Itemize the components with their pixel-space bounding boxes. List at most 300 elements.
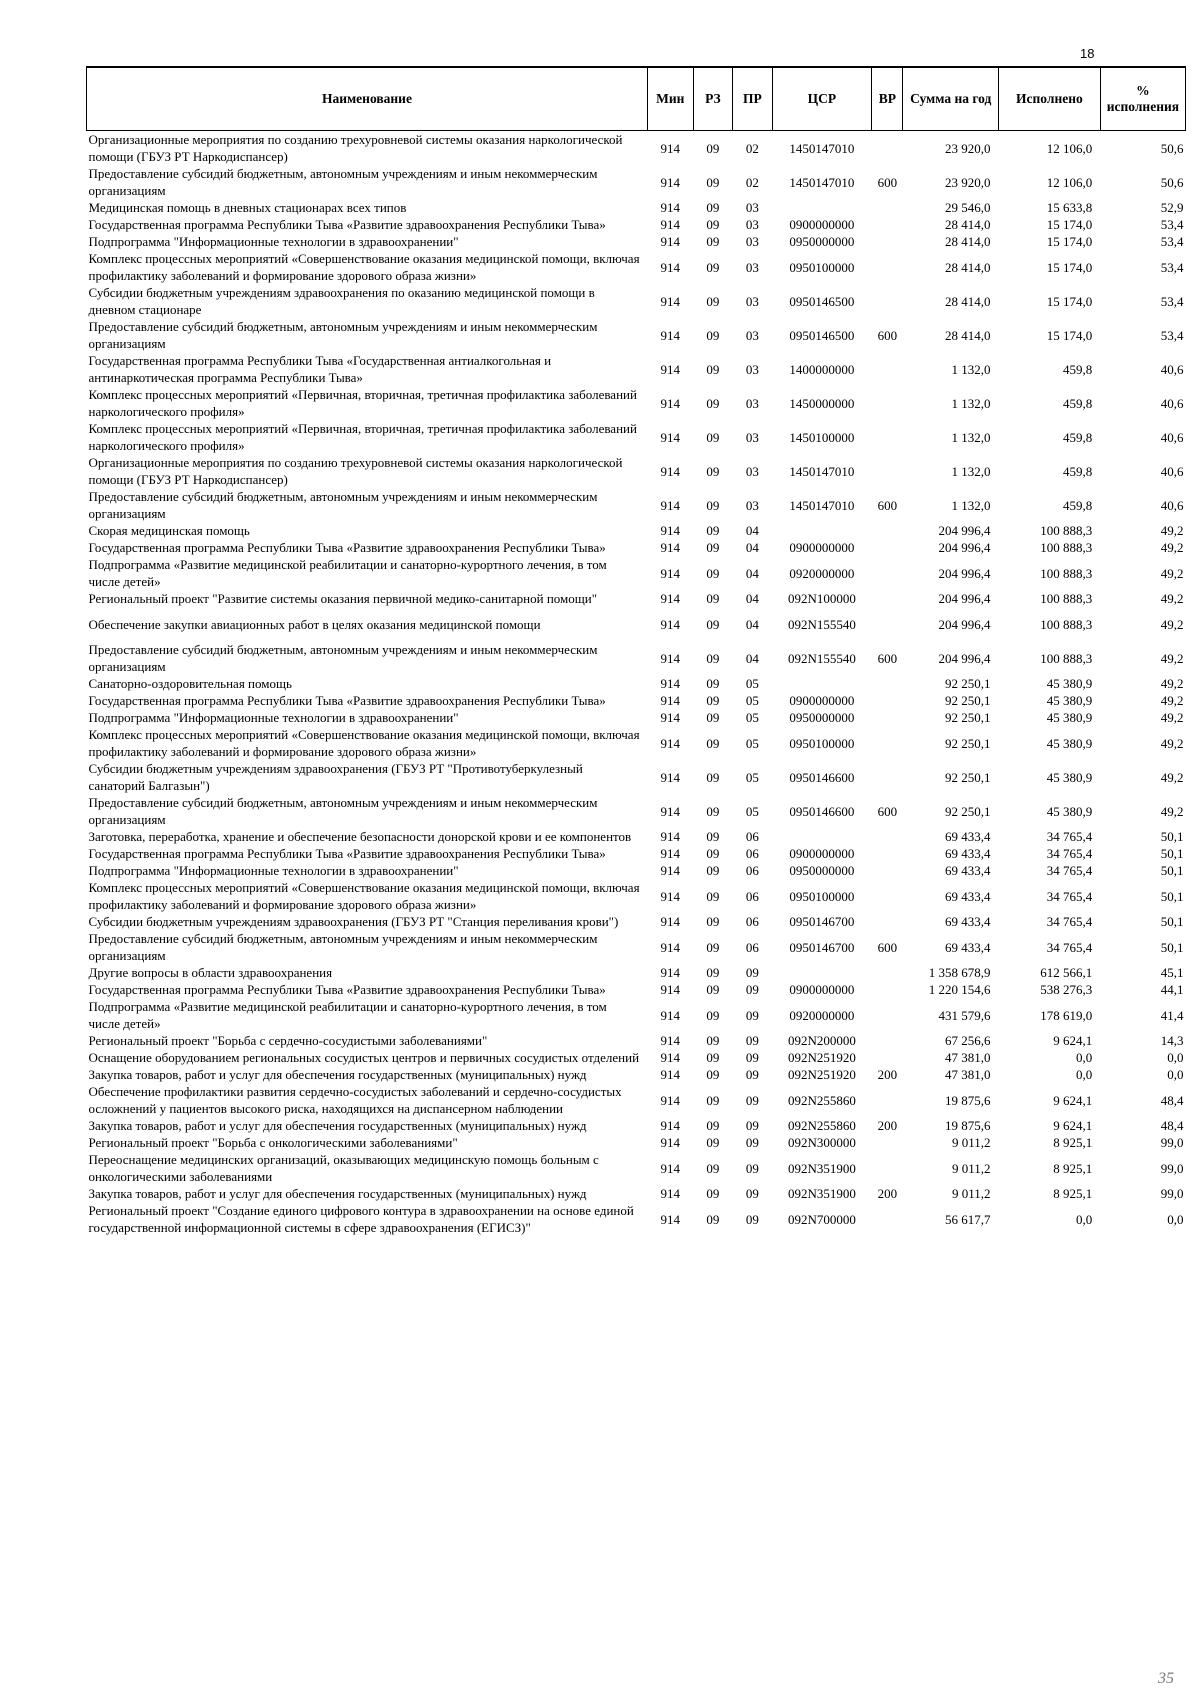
- cell-vr: [872, 692, 903, 709]
- header-min: Мин: [647, 67, 693, 131]
- cell-csr: 1450147010: [789, 140, 855, 156]
- cell-sum: 28 414,0: [945, 234, 991, 249]
- header-done: Исполнено: [999, 67, 1101, 131]
- cell-name: Комплекс процессных мероприятий «Совершенствование оказания медицинской помощи, включая профилактику заболеваний и формирование здорового образа жизни»: [88, 251, 640, 283]
- cell-rz: 09: [706, 200, 720, 215]
- budget-table: [86, 66, 1186, 1236]
- cell-done: 100 888,3: [1040, 650, 1093, 666]
- cell-vr: [872, 590, 903, 607]
- cell-name: Подпрограмма "Информационные технологии в здравоохранении": [88, 234, 459, 249]
- cell-csr: 092N100000: [787, 591, 856, 606]
- cell-pr: 09: [745, 1186, 759, 1201]
- cell-pr: 06: [745, 888, 759, 904]
- cell-rz: 09: [706, 463, 720, 479]
- table-row: [87, 760, 1186, 794]
- table-row: [87, 556, 1186, 590]
- cell-sum: 19 875,6: [945, 1118, 991, 1133]
- cell-done: 459,8: [1063, 429, 1093, 445]
- cell-csr: 092N351900: [787, 1160, 856, 1176]
- cell-name: Оснащение оборудованием региональных сосудистых центров и первичных сосудистых отделений: [88, 1050, 640, 1065]
- cell-min: 914: [660, 140, 681, 156]
- table-row: [87, 1049, 1186, 1066]
- cell-pct: 52,9: [1160, 200, 1184, 215]
- cell-rz: 09: [706, 1050, 720, 1065]
- cell-rz: 09: [706, 982, 720, 997]
- cell-done: 178 619,0: [1040, 1007, 1093, 1023]
- cell-rz: 09: [706, 1211, 720, 1227]
- cell-pr: 04: [745, 565, 759, 581]
- cell-csr: 092N251920: [787, 1050, 856, 1065]
- table-row: [87, 828, 1186, 845]
- cell-pct: 40,6: [1160, 429, 1184, 445]
- cell-csr: 1450147010: [789, 174, 855, 190]
- cell-pct: 49,2: [1160, 565, 1184, 581]
- cell-name: Государственная программа Республики Тыва «Развитие здравоохранения Республики Тыва»: [88, 540, 606, 555]
- cell-rz: 09: [706, 591, 720, 606]
- cell-done: 34 765,4: [1046, 846, 1093, 861]
- cell-done: 100 888,3: [1040, 565, 1093, 581]
- cell-name: Государственная программа Республики Тыва «Развитие здравоохранения Республики Тыва»: [88, 217, 606, 232]
- cell-sum: 23 920,0: [945, 140, 991, 156]
- cell-pct: 50,1: [1160, 829, 1184, 844]
- cell-pr: 03: [745, 395, 759, 411]
- header-name: Наименование: [87, 67, 648, 131]
- cell-sum: 204 996,4: [938, 565, 991, 581]
- cell-sum: 92 250,1: [945, 803, 991, 819]
- table-row: [87, 131, 1186, 166]
- cell-done: 8 925,1: [1053, 1186, 1093, 1201]
- cell-min: 914: [660, 616, 681, 632]
- cell-done: 15 174,0: [1046, 217, 1093, 232]
- cell-sum: 23 920,0: [945, 174, 991, 190]
- cell-min: 914: [660, 1050, 681, 1065]
- cell-csr: [772, 199, 872, 216]
- table-row: [87, 913, 1186, 930]
- cell-rz: 09: [706, 395, 720, 411]
- table-row: [87, 1185, 1186, 1202]
- cell-sum: 28 414,0: [945, 217, 991, 232]
- cell-csr: 1450000000: [789, 395, 855, 411]
- cell-pct: 40,6: [1160, 395, 1184, 411]
- table-row: [87, 641, 1186, 675]
- cell-vr: [872, 250, 903, 284]
- table-row: [87, 1066, 1186, 1083]
- cell-pr: 04: [745, 523, 759, 538]
- cell-pr: 06: [745, 914, 759, 929]
- cell-vr: [872, 913, 903, 930]
- cell-pct: 49,2: [1160, 676, 1184, 691]
- table-row: [87, 1151, 1186, 1185]
- cell-name: Государственная программа Республики Тыва «Развитие здравоохранения Республики Тыва»: [88, 693, 606, 708]
- cell-name: Заготовка, переработка, хранение и обеспечение безопасности донорской крови и ее компонентов: [88, 829, 632, 844]
- cell-pr: 09: [745, 1211, 759, 1227]
- cell-min: 914: [660, 497, 681, 513]
- cell-pct: 0,0: [1167, 1050, 1184, 1065]
- table-row: [87, 930, 1186, 964]
- table-row: [87, 590, 1186, 607]
- cell-done: 45 380,9: [1046, 735, 1093, 751]
- table-row: [87, 539, 1186, 556]
- cell-rz: 09: [706, 1135, 720, 1150]
- cell-csr: 0900000000: [789, 693, 855, 708]
- cell-pr: 05: [745, 710, 759, 725]
- cell-rz: 09: [706, 1092, 720, 1108]
- table-row: [87, 522, 1186, 539]
- table-row: [87, 709, 1186, 726]
- cell-min: 914: [660, 327, 681, 343]
- cell-vr: [872, 845, 903, 862]
- cell-vr: [872, 1049, 903, 1066]
- cell-done: 15 633,8: [1046, 200, 1093, 215]
- cell-min: 914: [660, 523, 681, 538]
- cell-rz: 09: [706, 676, 720, 691]
- cell-pr: 03: [745, 497, 759, 513]
- table-row: [87, 964, 1186, 981]
- cell-csr: 0900000000: [789, 982, 855, 997]
- cell-pct: 14,3: [1160, 1033, 1184, 1048]
- cell-pr: 05: [745, 693, 759, 708]
- cell-rz: 09: [706, 1160, 720, 1176]
- cell-done: 15 174,0: [1046, 327, 1093, 343]
- cell-pct: 0,0: [1167, 1211, 1184, 1227]
- cell-name: Субсидии бюджетным учреждениям здравоохранения (ГБУЗ РТ "Станция переливания крови"): [88, 914, 619, 929]
- cell-done: 45 380,9: [1046, 693, 1093, 708]
- cell-name: Другие вопросы в области здравоохранения: [88, 965, 333, 980]
- cell-sum: 19 875,6: [945, 1092, 991, 1108]
- cell-name: Обеспечение профилактики развития сердечно-сосудистых заболеваний и сердечно-сосудистых осложнений у пациентов высокого риска, находящихся на диспансерном наблюдении: [88, 1084, 622, 1116]
- cell-vr: [872, 1032, 903, 1049]
- cell-sum: 92 250,1: [945, 676, 991, 691]
- cell-done: 0,0: [1076, 1050, 1093, 1065]
- cell-pct: 50,6: [1160, 174, 1184, 190]
- cell-pct: 48,4: [1160, 1092, 1184, 1108]
- cell-pct: 49,2: [1160, 735, 1184, 751]
- cell-csr: 092N155540: [787, 616, 856, 632]
- cell-vr: 200: [877, 1186, 898, 1201]
- table-row: [87, 1032, 1186, 1049]
- cell-min: 914: [660, 1092, 681, 1108]
- cell-csr: 092N300000: [787, 1135, 856, 1150]
- table-row: [87, 454, 1186, 488]
- cell-sum: 47 381,0: [945, 1067, 991, 1082]
- cell-done: 538 276,3: [1040, 982, 1093, 997]
- cell-min: 914: [660, 395, 681, 411]
- cell-csr: 0950146500: [789, 293, 855, 309]
- table-row: [87, 862, 1186, 879]
- cell-sum: 28 414,0: [945, 293, 991, 309]
- cell-rz: 09: [706, 1186, 720, 1201]
- cell-min: 914: [660, 650, 681, 666]
- cell-name: Подпрограмма "Информационные технологии в здравоохранении": [88, 863, 459, 878]
- cell-rz: 09: [706, 1033, 720, 1048]
- cell-pct: 0,0: [1167, 1067, 1184, 1082]
- cell-pr: 05: [745, 735, 759, 751]
- cell-min: 914: [660, 803, 681, 819]
- table-row: [87, 233, 1186, 250]
- cell-sum: 69 433,4: [945, 863, 991, 878]
- cell-min: 914: [660, 1118, 681, 1133]
- cell-pct: 49,2: [1160, 710, 1184, 725]
- cell-done: 459,8: [1063, 463, 1093, 479]
- table-row: [87, 488, 1186, 522]
- table-row: [87, 1134, 1186, 1151]
- table-header: [87, 67, 1186, 131]
- cell-name: Закупка товаров, работ и услуг для обеспечения государственных (муниципальных) нужд: [88, 1186, 587, 1201]
- cell-csr: 1450147010: [789, 463, 855, 479]
- cell-vr: 600: [877, 939, 898, 955]
- cell-csr: 092N700000: [787, 1211, 856, 1227]
- cell-rz: 09: [706, 846, 720, 861]
- cell-rz: 09: [706, 829, 720, 844]
- cell-min: 914: [660, 565, 681, 581]
- cell-pr: 09: [745, 1092, 759, 1108]
- cell-done: 8 925,1: [1053, 1135, 1093, 1150]
- cell-rz: 09: [706, 540, 720, 555]
- cell-name: Предоставление субсидий бюджетным, автономным учреждениям и иным некоммерческим организациям: [88, 319, 598, 351]
- cell-done: 12 106,0: [1046, 174, 1093, 190]
- cell-csr: 0950146700: [789, 939, 855, 955]
- header-vr: ВР: [872, 67, 903, 131]
- cell-csr: 092N255860: [787, 1118, 856, 1133]
- cell-rz: 09: [706, 565, 720, 581]
- cell-done: 45 380,9: [1046, 676, 1093, 691]
- cell-vr: [872, 454, 903, 488]
- table-row: [87, 250, 1186, 284]
- cell-sum: 92 250,1: [945, 693, 991, 708]
- cell-pct: 40,6: [1160, 497, 1184, 513]
- cell-name: Скорая медицинская помощь: [88, 523, 250, 538]
- cell-rz: 09: [706, 863, 720, 878]
- cell-sum: 92 250,1: [945, 710, 991, 725]
- cell-csr: 0950000000: [789, 710, 855, 725]
- cell-csr: 092N255860: [787, 1092, 856, 1108]
- cell-vr: [872, 131, 903, 166]
- cell-rz: 09: [706, 497, 720, 513]
- cell-name: Предоставление субсидий бюджетным, автономным учреждениям и иным некоммерческим организациям: [88, 931, 598, 963]
- header-pct: % исполнения: [1100, 67, 1185, 131]
- cell-rz: 09: [706, 523, 720, 538]
- cell-csr: 0950146600: [789, 769, 855, 785]
- cell-pr: 03: [745, 463, 759, 479]
- cell-vr: 200: [877, 1118, 898, 1133]
- cell-csr: 0900000000: [789, 540, 855, 555]
- cell-sum: 29 546,0: [945, 200, 991, 215]
- cell-vr: [872, 199, 903, 216]
- cell-sum: 69 433,4: [945, 914, 991, 929]
- table-row: [87, 607, 1186, 641]
- cell-done: 34 765,4: [1046, 888, 1093, 904]
- cell-done: 15 174,0: [1046, 293, 1093, 309]
- cell-vr: [872, 216, 903, 233]
- cell-pct: 50,1: [1160, 914, 1184, 929]
- header-rz: РЗ: [693, 67, 732, 131]
- cell-pct: 99,0: [1160, 1135, 1184, 1150]
- cell-rz: 09: [706, 769, 720, 785]
- cell-vr: [872, 556, 903, 590]
- cell-sum: 67 256,6: [945, 1033, 991, 1048]
- cell-name: Организационные мероприятия по созданию трехуровневой системы оказания наркологической помощи (ГБУЗ РТ Наркодиспансер): [88, 132, 623, 164]
- cell-min: 914: [660, 200, 681, 215]
- cell-vr: [872, 709, 903, 726]
- cell-rz: 09: [706, 293, 720, 309]
- cell-csr: 1450100000: [789, 429, 855, 445]
- cell-min: 914: [660, 463, 681, 479]
- cell-done: 0,0: [1076, 1211, 1093, 1227]
- cell-pr: 09: [745, 1160, 759, 1176]
- cell-rz: 09: [706, 803, 720, 819]
- cell-done: 8 925,1: [1053, 1160, 1093, 1176]
- corner-mark: 35: [1158, 1670, 1174, 1687]
- cell-done: 100 888,3: [1040, 540, 1093, 555]
- cell-vr: [872, 760, 903, 794]
- cell-min: 914: [660, 693, 681, 708]
- cell-rz: 09: [706, 616, 720, 632]
- cell-csr: 0950146600: [789, 803, 855, 819]
- table-row: [87, 879, 1186, 913]
- cell-sum: 69 433,4: [945, 939, 991, 955]
- cell-rz: 09: [706, 429, 720, 445]
- cell-sum: 1 358 678,9: [928, 965, 991, 980]
- cell-pr: 04: [745, 540, 759, 555]
- cell-done: 34 765,4: [1046, 863, 1093, 878]
- cell-pct: 49,2: [1160, 616, 1184, 632]
- cell-vr: [872, 1151, 903, 1185]
- cell-vr: [872, 964, 903, 981]
- table-body: [87, 131, 1186, 1237]
- cell-vr: [872, 1083, 903, 1117]
- cell-name: Региональный проект "Борьба с сердечно-сосудистыми заболеваниями": [88, 1033, 488, 1048]
- cell-pct: 49,2: [1160, 693, 1184, 708]
- cell-name: Подпрограмма «Развитие медицинской реабилитации и санаторно-курортного лечения, в том числе детей»: [88, 557, 607, 589]
- cell-pct: 50,1: [1160, 888, 1184, 904]
- cell-csr: 092N351900: [787, 1186, 856, 1201]
- cell-csr: 092N200000: [787, 1033, 856, 1048]
- cell-pct: 53,4: [1160, 234, 1184, 249]
- cell-pr: 09: [745, 1007, 759, 1023]
- cell-csr: [772, 964, 872, 981]
- table-row: [87, 726, 1186, 760]
- cell-vr: [872, 522, 903, 539]
- cell-min: 914: [660, 735, 681, 751]
- cell-vr: [872, 726, 903, 760]
- cell-pr: 04: [745, 591, 759, 606]
- table-row: [87, 692, 1186, 709]
- cell-name: Подпрограмма «Развитие медицинской реабилитации и санаторно-курортного лечения, в том числе детей»: [88, 999, 607, 1031]
- cell-pr: 03: [745, 327, 759, 343]
- cell-done: 459,8: [1063, 361, 1093, 377]
- cell-vr: [872, 862, 903, 879]
- cell-name: Предоставление субсидий бюджетным, автономным учреждениям и иным некоммерческим организациям: [88, 642, 598, 674]
- cell-done: 459,8: [1063, 497, 1093, 513]
- cell-csr: 0900000000: [789, 846, 855, 861]
- cell-pr: 03: [745, 293, 759, 309]
- cell-done: 15 174,0: [1046, 259, 1093, 275]
- cell-vr: [872, 998, 903, 1032]
- cell-pr: 05: [745, 803, 759, 819]
- cell-min: 914: [660, 914, 681, 929]
- cell-rz: 09: [706, 1007, 720, 1023]
- cell-pr: 05: [745, 676, 759, 691]
- cell-pct: 50,1: [1160, 863, 1184, 878]
- cell-sum: 69 433,4: [945, 888, 991, 904]
- cell-csr: 0900000000: [789, 217, 855, 232]
- cell-pct: 53,4: [1160, 259, 1184, 275]
- cell-vr: 600: [877, 174, 898, 190]
- cell-pr: 03: [745, 217, 759, 232]
- cell-vr: 600: [877, 650, 898, 666]
- cell-vr: [872, 420, 903, 454]
- cell-name: Комплекс процессных мероприятий «Первичная, вторичная, третичная профилактика заболеваний наркологического профиля»: [88, 421, 637, 453]
- cell-min: 914: [660, 982, 681, 997]
- cell-vr: [872, 1134, 903, 1151]
- cell-pct: 99,0: [1160, 1186, 1184, 1201]
- cell-pr: 03: [745, 234, 759, 249]
- cell-name: Комплекс процессных мероприятий «Первичная, вторичная, третичная профилактика заболеваний наркологического профиля»: [88, 387, 637, 419]
- cell-done: 45 380,9: [1046, 769, 1093, 785]
- table-row: [87, 1083, 1186, 1117]
- cell-rz: 09: [706, 693, 720, 708]
- cell-csr: 0950146500: [789, 327, 855, 343]
- cell-name: Предоставление субсидий бюджетным, автономным учреждениям и иным некоммерческим организациям: [88, 795, 598, 827]
- cell-pct: 40,6: [1160, 361, 1184, 377]
- cell-done: 34 765,4: [1046, 939, 1093, 955]
- cell-sum: 1 132,0: [951, 395, 991, 411]
- cell-csr: 1400000000: [789, 361, 855, 377]
- table-row: [87, 675, 1186, 692]
- cell-csr: 0950000000: [789, 863, 855, 878]
- cell-done: 9 624,1: [1053, 1033, 1093, 1048]
- cell-pr: 06: [745, 863, 759, 878]
- cell-done: 15 174,0: [1046, 234, 1093, 249]
- cell-min: 914: [660, 234, 681, 249]
- cell-rz: 09: [706, 650, 720, 666]
- cell-sum: 1 220 154,6: [928, 982, 991, 997]
- cell-vr: [872, 1202, 903, 1236]
- cell-sum: 204 996,4: [938, 616, 991, 632]
- cell-name: Субсидии бюджетным учреждениям здравоохранения (ГБУЗ РТ "Противотуберкулезный санаторий Балгазын"): [88, 761, 583, 793]
- cell-name: Комплекс процессных мероприятий «Совершенствование оказания медицинской помощи, включая профилактику заболеваний и формирование здорового образа жизни»: [88, 880, 640, 912]
- cell-pct: 50,1: [1160, 846, 1184, 861]
- cell-sum: 47 381,0: [945, 1050, 991, 1065]
- cell-pr: 06: [745, 846, 759, 861]
- cell-done: 9 624,1: [1053, 1118, 1093, 1133]
- cell-done: 612 566,1: [1040, 965, 1093, 980]
- cell-pr: 03: [745, 259, 759, 275]
- cell-vr: [872, 828, 903, 845]
- cell-csr: 0950146700: [789, 914, 855, 929]
- cell-done: 459,8: [1063, 395, 1093, 411]
- cell-pct: 40,6: [1160, 463, 1184, 479]
- cell-sum: 92 250,1: [945, 769, 991, 785]
- cell-min: 914: [660, 174, 681, 190]
- table-row: [87, 794, 1186, 828]
- table-row: [87, 216, 1186, 233]
- cell-csr: 092N251920: [787, 1067, 856, 1082]
- cell-min: 914: [660, 1007, 681, 1023]
- cell-name: Региональный проект "Борьба с онкологическими заболеваниями": [88, 1135, 458, 1150]
- cell-name: Предоставление субсидий бюджетным, автономным учреждениям и иным некоммерческим организациям: [88, 489, 598, 521]
- table-row: [87, 165, 1186, 199]
- cell-vr: [872, 386, 903, 420]
- cell-sum: 204 996,4: [938, 591, 991, 606]
- cell-rz: 09: [706, 735, 720, 751]
- cell-sum: 1 132,0: [951, 429, 991, 445]
- page-number: 18: [1080, 46, 1095, 61]
- cell-csr: 0950100000: [789, 259, 855, 275]
- cell-pct: 49,2: [1160, 591, 1184, 606]
- cell-min: 914: [660, 1186, 681, 1201]
- cell-csr: 1450147010: [789, 497, 855, 513]
